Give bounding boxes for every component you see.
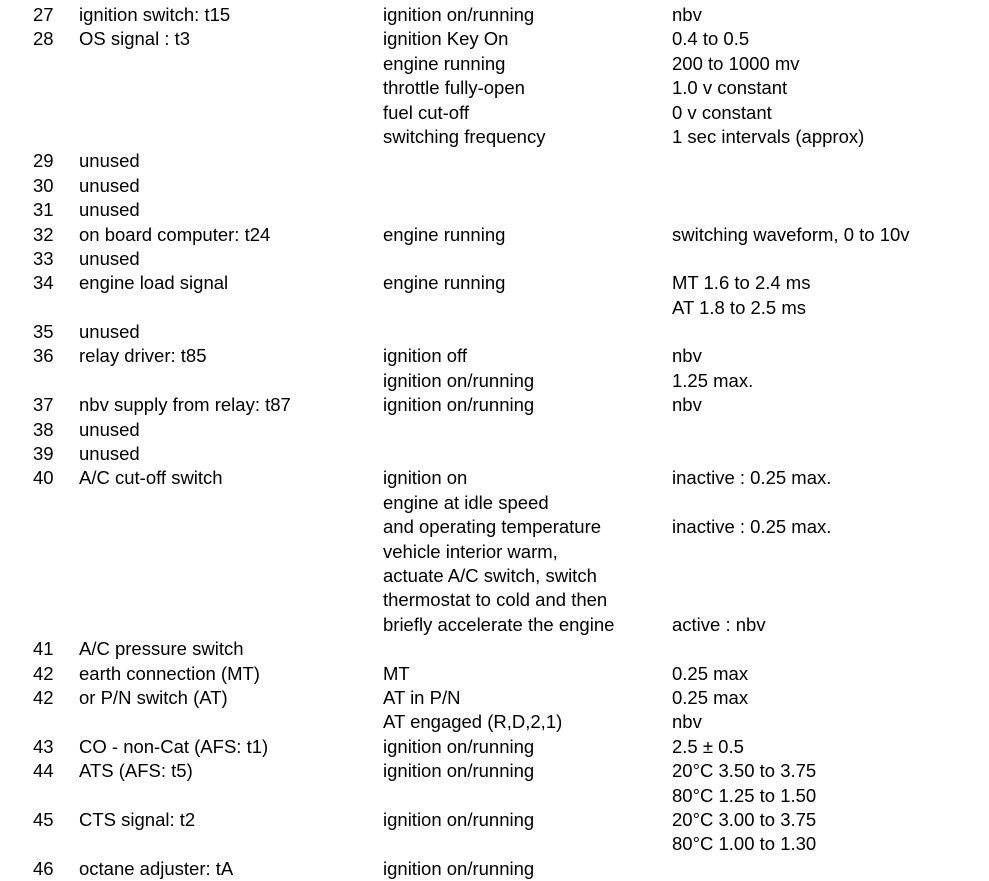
test-condition: ignition on/running bbox=[383, 394, 535, 416]
signal-name: unused bbox=[79, 321, 140, 343]
expected-value: 20°C 3.50 to 3.75 bbox=[672, 760, 817, 782]
table-row-continuation bbox=[0, 76, 989, 100]
table-row bbox=[0, 344, 989, 368]
table-row-continuation bbox=[0, 832, 989, 856]
signal-name: ignition switch: t15 bbox=[79, 4, 231, 25]
test-condition: fuel cut-off bbox=[383, 101, 470, 123]
test-condition: engine at idle speed bbox=[383, 491, 549, 513]
pin-number: 46 bbox=[33, 857, 54, 879]
table-row bbox=[0, 759, 989, 783]
pin-number: 43 bbox=[33, 735, 54, 757]
pin-number: 30 bbox=[33, 174, 54, 196]
table-row bbox=[0, 735, 989, 759]
test-condition: vehicle interior warm, bbox=[383, 540, 558, 562]
table-row-continuation bbox=[0, 564, 989, 588]
pin-number: 31 bbox=[33, 199, 54, 221]
pin-number: 35 bbox=[33, 321, 54, 343]
signal-name: OS signal : t3 bbox=[79, 28, 191, 50]
signal-name: octane adjuster: tA bbox=[79, 857, 234, 879]
expected-value: inactive : 0.25 max. bbox=[672, 467, 832, 489]
expected-value: 1 sec intervals (approx) bbox=[672, 125, 865, 147]
signal-name: unused bbox=[79, 150, 140, 172]
expected-value: 80°C 1.00 to 1.30 bbox=[672, 833, 817, 855]
signal-name: relay driver: t85 bbox=[79, 345, 207, 367]
table-row bbox=[0, 149, 989, 173]
table-row bbox=[0, 271, 989, 295]
table-row-continuation bbox=[0, 369, 989, 393]
signal-name: CO - non-Cat (AFS: t1) bbox=[79, 735, 269, 757]
signal-name: unused bbox=[79, 418, 140, 440]
pin-number: 42 bbox=[33, 686, 54, 708]
test-condition: AT engaged (R,D,2,1) bbox=[383, 711, 563, 733]
signal-name: or P/N switch (AT) bbox=[79, 686, 228, 708]
table-row-continuation bbox=[0, 101, 989, 125]
expected-value: nbv bbox=[672, 711, 702, 733]
expected-value: AT 1.8 to 2.5 ms bbox=[672, 296, 807, 318]
table-row-continuation bbox=[0, 588, 989, 612]
signal-name: A/C cut-off switch bbox=[79, 467, 223, 489]
test-condition: thermostat to cold and then bbox=[383, 589, 608, 611]
table-row bbox=[0, 247, 989, 271]
table-row bbox=[0, 27, 989, 51]
table-row-continuation bbox=[0, 540, 989, 564]
test-condition: engine running bbox=[383, 223, 506, 245]
table-row bbox=[0, 857, 989, 881]
expected-value: 80°C 1.25 to 1.50 bbox=[672, 784, 817, 806]
pin-number: 42 bbox=[33, 662, 54, 684]
signal-name: A/C pressure switch bbox=[79, 638, 244, 660]
table-row bbox=[0, 198, 989, 222]
pin-number: 29 bbox=[33, 150, 54, 172]
signal-name: nbv supply from relay: t87 bbox=[79, 394, 291, 416]
expected-value: 0.25 max bbox=[672, 686, 749, 708]
signal-name: unused bbox=[79, 199, 140, 221]
signal-name: unused bbox=[79, 247, 140, 269]
expected-value: inactive : 0.25 max. bbox=[672, 516, 832, 538]
test-condition: ignition on bbox=[383, 467, 468, 489]
expected-value: 1.0 v constant bbox=[672, 77, 788, 99]
signal-name: unused bbox=[79, 174, 140, 196]
test-condition: ignition off bbox=[383, 345, 467, 367]
signal-name: on board computer: t24 bbox=[79, 223, 271, 245]
table-row-continuation bbox=[0, 52, 989, 76]
table-row bbox=[0, 320, 989, 344]
expected-value: 1.25 max. bbox=[672, 369, 754, 391]
pin-number: 34 bbox=[33, 272, 54, 294]
table-row-continuation bbox=[0, 515, 989, 539]
table-row-continuation bbox=[0, 491, 989, 515]
pin-number: 45 bbox=[33, 808, 54, 830]
table-row-continuation bbox=[0, 125, 989, 149]
signal-name: unused bbox=[79, 443, 140, 465]
test-condition: ignition on/running bbox=[383, 760, 535, 782]
test-condition: MT bbox=[383, 662, 410, 684]
signal-name: engine load signal bbox=[79, 272, 229, 294]
expected-value: 20°C 3.00 to 3.75 bbox=[672, 808, 817, 830]
expected-value: nbv bbox=[672, 394, 702, 416]
test-condition: ignition on/running bbox=[383, 857, 535, 879]
expected-value: 0 v constant bbox=[672, 101, 772, 123]
test-condition: engine running bbox=[383, 52, 506, 74]
table-row-continuation bbox=[0, 296, 989, 320]
table-row bbox=[0, 662, 989, 686]
pin-number: 37 bbox=[33, 394, 54, 416]
table-row bbox=[0, 637, 989, 661]
expected-value: 200 to 1000 mv bbox=[672, 52, 800, 74]
table-row-continuation bbox=[0, 710, 989, 734]
table-row bbox=[0, 393, 989, 417]
signal-name: ATS (AFS: t5) bbox=[79, 760, 193, 782]
expected-value: active : nbv bbox=[672, 613, 766, 635]
expected-value: MT 1.6 to 2.4 ms bbox=[672, 272, 811, 294]
test-condition: engine running bbox=[383, 272, 506, 294]
signal-name: earth connection (MT) bbox=[79, 662, 260, 684]
pin-number: 41 bbox=[33, 638, 54, 660]
expected-value: 2.5 ± 0.5 bbox=[672, 735, 744, 757]
expected-value: nbv bbox=[672, 4, 702, 25]
table-row bbox=[0, 808, 989, 832]
test-condition: throttle fully-open bbox=[383, 77, 525, 99]
test-condition: AT in P/N bbox=[383, 686, 461, 708]
table-row-continuation bbox=[0, 784, 989, 808]
pin-number: 44 bbox=[33, 760, 54, 782]
expected-value: switching waveform, 0 to 10v bbox=[672, 223, 910, 245]
test-condition: ignition on/running bbox=[383, 808, 535, 830]
table-row bbox=[0, 442, 989, 466]
test-condition: ignition Key On bbox=[383, 28, 509, 50]
table-row bbox=[0, 686, 989, 710]
test-condition: and operating temperature bbox=[383, 516, 602, 538]
table-row bbox=[0, 223, 989, 247]
expected-value: 0.25 max bbox=[672, 662, 749, 684]
expected-value: nbv bbox=[672, 345, 702, 367]
test-condition: ignition on/running bbox=[383, 4, 535, 25]
pin-number: 32 bbox=[33, 223, 54, 245]
pin-number: 28 bbox=[33, 28, 54, 50]
pin-number: 39 bbox=[33, 443, 54, 465]
table-row bbox=[0, 174, 989, 198]
test-condition: ignition on/running bbox=[383, 735, 535, 757]
table-row bbox=[0, 466, 989, 490]
pin-number: 40 bbox=[33, 467, 54, 489]
table-row bbox=[0, 418, 989, 442]
pin-number: 38 bbox=[33, 418, 54, 440]
test-condition: actuate A/C switch, switch bbox=[383, 564, 597, 586]
test-condition: switching frequency bbox=[383, 125, 546, 147]
table-row-continuation bbox=[0, 613, 989, 637]
pin-test-table bbox=[0, 3, 989, 881]
pin-number: 36 bbox=[33, 345, 54, 367]
expected-value: 0.4 to 0.5 bbox=[672, 28, 750, 50]
test-condition: briefly accelerate the engine bbox=[383, 613, 615, 635]
table-row bbox=[0, 3, 989, 27]
signal-name: CTS signal: t2 bbox=[79, 808, 196, 830]
pin-number: 33 bbox=[33, 247, 54, 269]
pin-number: 27 bbox=[33, 4, 54, 25]
test-condition: ignition on/running bbox=[383, 369, 535, 391]
